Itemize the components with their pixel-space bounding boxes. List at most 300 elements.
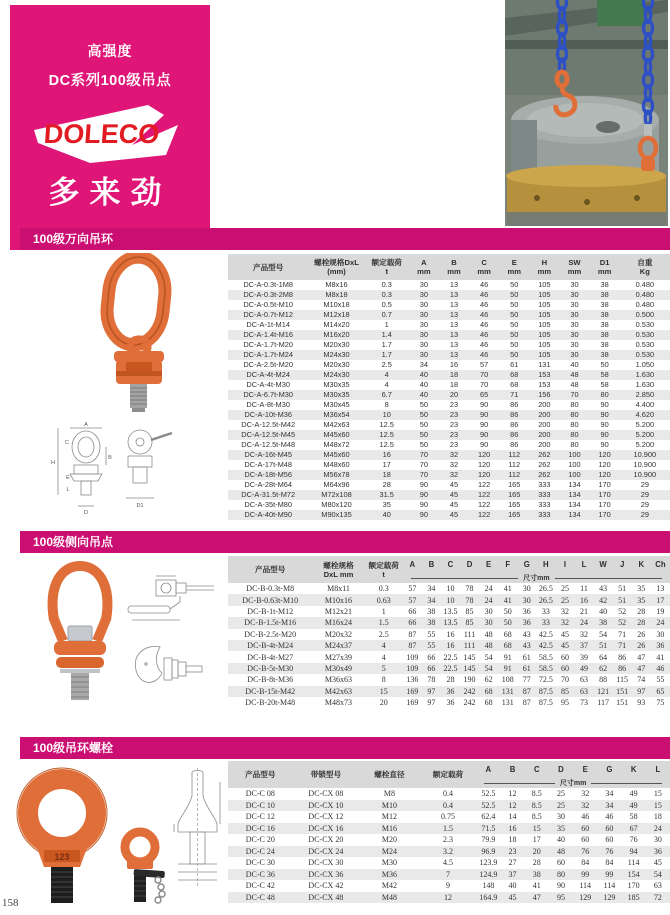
table-cell: DC-B-1.5t-M16 [228, 617, 312, 628]
table-cell: 30 [559, 340, 589, 350]
table-cell: 111 [460, 629, 479, 640]
table-cell: 36 [517, 606, 536, 617]
table-cell: 80 [559, 440, 589, 450]
table-cell: 62 [594, 663, 613, 674]
table-cell: 55 [651, 674, 670, 685]
table-cell: 78 [460, 583, 479, 594]
table-cell: 45 [646, 857, 670, 869]
table-cell: 5.200 [620, 440, 670, 450]
section-title-text: 100级吊环螺栓 [33, 741, 114, 755]
dim-label-d1: D1 [136, 503, 144, 509]
table-cell: 87 [403, 640, 422, 651]
table-cell: 99 [597, 869, 621, 881]
table-cell: 70 [555, 674, 574, 685]
table-cell: 114 [622, 857, 646, 869]
table-cell: 29 [620, 480, 670, 490]
table-cell: 16 [441, 629, 460, 640]
table-cell: DC-A-1.7t-M20 [228, 340, 308, 350]
table-cell: 1.4 [365, 330, 409, 340]
table-cell: M42x63 [308, 420, 364, 430]
table-cell: 21 [574, 606, 593, 617]
table-cell: 30 [559, 320, 589, 330]
table-cell: 10 [441, 594, 460, 605]
table-cell: DC-A-0.3t-1M8 [228, 280, 308, 290]
table-cell: 51 [613, 583, 632, 594]
table-cell: 46 [651, 663, 670, 674]
table-cell: 11 [574, 583, 593, 594]
table-cell: 5 [365, 663, 403, 674]
table-cell: 1 [365, 606, 403, 617]
table-cell: 30 [559, 280, 589, 290]
table-cell: 4.5 [420, 857, 477, 869]
table-cell: 30 [409, 310, 439, 320]
table-cell: 153 [529, 370, 559, 380]
table-cell: 37 [574, 640, 593, 651]
table-cell: 63 [574, 686, 593, 697]
table-cell: 99 [573, 869, 597, 881]
table-cell: 38 [590, 290, 620, 300]
column-header: 自重 Kg [620, 254, 670, 280]
table-cell: 333 [529, 490, 559, 500]
table-cell: M48x60 [308, 460, 364, 470]
table-cell: 90 [469, 410, 499, 420]
table-cell: DC-B-8t-M36 [228, 674, 312, 685]
table-cell: 70 [559, 390, 589, 400]
table-cell: DC-C 20 [228, 834, 293, 846]
table-cell: 2.3 [420, 834, 477, 846]
table-cell: 35 [365, 500, 409, 510]
table-cell: 9 [420, 880, 477, 892]
table-cell: 169 [403, 686, 422, 697]
table-cell: 25 [555, 583, 574, 594]
table-row [228, 460, 670, 470]
table-cell: 61 [517, 651, 536, 662]
table-cell: 80 [549, 869, 573, 881]
table-cell: 0.3 [365, 290, 409, 300]
table-cell: M48x73 [312, 697, 364, 708]
table-cell: 40 [549, 834, 573, 846]
table-cell: 90 [469, 440, 499, 450]
table-cell: 71.5 [476, 823, 500, 835]
table-cell: 97 [632, 686, 651, 697]
table-cell: 3.2 [420, 846, 477, 858]
table-cell: 0.500 [620, 310, 670, 320]
table-row [228, 834, 670, 846]
column-header: 产品型号 [228, 556, 312, 583]
table-cell: 78 [422, 674, 441, 685]
table-cell: M24x37 [312, 640, 364, 651]
table-cell: M8x11 [312, 583, 364, 594]
table-cell: 46 [469, 320, 499, 330]
table-cell: 185 [622, 892, 646, 904]
dim-column-header: A [403, 556, 422, 573]
table-cell: 45 [439, 510, 469, 520]
table-cell: 134 [559, 510, 589, 520]
table-row [228, 869, 670, 881]
table-cell: 17 [365, 460, 409, 470]
table-cell: 20 [365, 697, 403, 708]
table-row [228, 420, 670, 430]
column-header: H mm [529, 254, 559, 280]
table-cell: 41 [651, 651, 670, 662]
table-cell: 0.4 [420, 800, 477, 812]
table-cell: 58.5 [536, 651, 555, 662]
table-cell: 40 [409, 390, 439, 400]
table-cell: M10x16 [312, 594, 364, 605]
table-cell: 90 [409, 490, 439, 500]
table-cell: 105 [529, 310, 559, 320]
section-title-side-lifting-point [20, 531, 670, 553]
table-cell: 96.9 [476, 846, 500, 858]
table-cell: 32 [573, 800, 597, 812]
table-cell: 70 [469, 380, 499, 390]
table-cell: 46 [469, 340, 499, 350]
dim-label-a: A [84, 422, 88, 428]
table-cell: 105 [529, 350, 559, 360]
table-cell: M72x108 [308, 490, 364, 500]
table-cell: 90 [469, 420, 499, 430]
table-cell: 52 [613, 617, 632, 628]
brand-box [10, 5, 210, 250]
table-cell: 47 [525, 892, 549, 904]
table-row [228, 380, 670, 390]
column-header: 螺栓规格DxL (mm) [308, 254, 364, 280]
table-cell: 262 [529, 460, 559, 470]
table-cell: 52 [613, 606, 632, 617]
table-cell: 30 [479, 606, 498, 617]
table-cell: 38 [422, 606, 441, 617]
table-cell: 38 [422, 617, 441, 628]
table-cell: 85 [460, 617, 479, 628]
table-cell: 38 [525, 869, 549, 881]
table-cell: 120 [590, 460, 620, 470]
table-cell: 16 [500, 823, 524, 835]
table-cell: 68 [499, 370, 529, 380]
table-cell: 27 [500, 857, 524, 869]
table-row [228, 310, 670, 320]
table-cell: 165 [499, 500, 529, 510]
table-cell: 4 [365, 651, 403, 662]
dim-column-header: E [479, 556, 498, 573]
table-cell: 45 [500, 892, 524, 904]
table-cell: 38 [590, 340, 620, 350]
table-cell: DC-A-1.7t-M24 [228, 350, 308, 360]
table-cell: 40 [409, 380, 439, 390]
table-cell: DC-A-12.5t-M48 [228, 440, 308, 450]
table-cell: 68 [479, 686, 498, 697]
dim-column-header: G [517, 556, 536, 573]
table-cell: 32 [555, 606, 574, 617]
table-cell: 12.5 [365, 430, 409, 440]
table-cell: DC-A-12.5t-M45 [228, 430, 308, 440]
table-cell: 72.5 [536, 674, 555, 685]
table-cell: DC-A-0.7t-M12 [228, 310, 308, 320]
column-header: 产品型号 [228, 761, 293, 788]
table-cell: 86 [499, 420, 529, 430]
table-row [228, 811, 670, 823]
table-cell: 154 [622, 869, 646, 881]
dim-column-header: D [460, 556, 479, 573]
table-cell: DC-CX 42 [293, 880, 360, 892]
table-cell: 115 [613, 674, 632, 685]
table-cell: 36 [441, 697, 460, 708]
table-cell: 30 [559, 310, 589, 320]
table-cell: M10 [359, 800, 420, 812]
table-cell: 15 [365, 686, 403, 697]
table-cell: DC-CX 24 [293, 846, 360, 858]
table-cell: M20x30 [308, 340, 364, 350]
table-cell: 32 [574, 629, 593, 640]
table-cell: 30 [517, 583, 536, 594]
table-row [228, 800, 670, 812]
table-cell: 62 [479, 674, 498, 685]
table-cell: 164.9 [476, 892, 500, 904]
table-cell: 124.9 [476, 869, 500, 881]
table-cell: DC-A-17t-M48 [228, 460, 308, 470]
table-cell: DC-C 16 [228, 823, 293, 835]
table-cell: 7 [420, 869, 477, 881]
table-cell: M42 [359, 880, 420, 892]
table-row [228, 390, 670, 400]
table-cell: 242 [460, 697, 479, 708]
table-cell: 74 [632, 674, 651, 685]
table-cell: 100 [559, 450, 589, 460]
table-cell: DC-CX 48 [293, 892, 360, 904]
table-cell: 10 [441, 583, 460, 594]
table-cell: 109 [403, 663, 422, 674]
universal-ring-spec-table [228, 254, 670, 520]
table-cell: 40 [500, 880, 524, 892]
table-cell: 46 [469, 280, 499, 290]
table-cell: 62.4 [476, 811, 500, 823]
column-header: B mm [439, 254, 469, 280]
table-cell: 71 [613, 640, 632, 651]
table-cell: 52.5 [476, 800, 500, 812]
table-cell: 35 [632, 583, 651, 594]
table-cell: 49 [622, 788, 646, 800]
table-cell: 12 [500, 800, 524, 812]
table-cell: 41 [498, 594, 517, 605]
table-cell: 24 [651, 617, 670, 628]
brand-chinese-name: 多来劲 [48, 175, 172, 210]
dim-column-header: J [613, 556, 632, 573]
table-cell: 68 [499, 380, 529, 390]
table-cell: 136 [403, 674, 422, 685]
table-cell: 46 [573, 811, 597, 823]
table-cell: 48 [559, 370, 589, 380]
table-cell: 8.5 [525, 800, 549, 812]
table-row [228, 410, 670, 420]
table-cell: 200 [529, 420, 559, 430]
table-cell: 50 [499, 320, 529, 330]
table-cell: 86 [613, 651, 632, 662]
table-cell: 165 [499, 490, 529, 500]
table-row [228, 370, 670, 380]
table-cell: 10.900 [620, 470, 670, 480]
table-cell: 36 [646, 846, 670, 858]
table-cell: 4 [365, 640, 403, 651]
table-cell: 13 [439, 320, 469, 330]
table-cell: 13 [439, 310, 469, 320]
table-cell: 200 [529, 430, 559, 440]
table-cell: 23 [439, 400, 469, 410]
table-cell: 105 [529, 300, 559, 310]
table-cell: 57 [469, 360, 499, 370]
table-cell: M24x30 [308, 350, 364, 360]
table-cell: 105 [529, 320, 559, 330]
table-cell: 54 [594, 629, 613, 640]
table-cell: 0.75 [420, 811, 477, 823]
table-cell: 16 [441, 640, 460, 651]
table-cell: 50 [409, 440, 439, 450]
table-cell: M36x54 [308, 410, 364, 420]
table-cell: 60 [555, 651, 574, 662]
table-cell: M8x16 [308, 280, 364, 290]
table-cell: 80 [559, 410, 589, 420]
table-row [228, 300, 670, 310]
table-cell: 90 [469, 430, 499, 440]
table-cell: 0.7 [365, 310, 409, 320]
table-cell: 145 [460, 651, 479, 662]
table-cell: 22.5 [441, 663, 460, 674]
table-cell: 13 [439, 330, 469, 340]
table-cell: 38 [594, 617, 613, 628]
table-cell: 63 [646, 880, 670, 892]
table-cell: 13 [439, 350, 469, 360]
table-cell: M27x39 [312, 651, 364, 662]
dim-label-d: D [84, 510, 88, 516]
table-cell: 29 [620, 500, 670, 510]
table-cell: 55 [422, 629, 441, 640]
dim-column-header: E [573, 761, 597, 778]
table-cell: 26 [632, 629, 651, 640]
table-cell: 42 [594, 594, 613, 605]
table-cell: 67 [622, 823, 646, 835]
table-cell: 72 [646, 892, 670, 904]
table-cell: 19 [651, 606, 670, 617]
table-cell: 0.480 [620, 300, 670, 310]
column-header: 额定载荷 t [365, 254, 409, 280]
table-row [228, 430, 670, 440]
table-cell: 10 [365, 410, 409, 420]
table-cell: 64 [594, 651, 613, 662]
table-cell: 39 [574, 651, 593, 662]
side-lifting-point-spec-table [228, 556, 670, 708]
table-cell: 22.5 [441, 651, 460, 662]
table-cell: 148 [476, 880, 500, 892]
table-cell: 40 [409, 370, 439, 380]
table-row [228, 470, 670, 480]
table-row [228, 674, 670, 685]
table-cell: 12.5 [365, 420, 409, 430]
table-cell: 13.5 [441, 617, 460, 628]
table-cell: 80 [559, 420, 589, 430]
table-cell: 73 [574, 697, 593, 708]
table-cell: DC-A-8t-M30 [228, 400, 308, 410]
table-cell: 15 [646, 788, 670, 800]
table-cell: 86 [499, 430, 529, 440]
table-cell: 18 [365, 470, 409, 480]
table-cell: 105 [529, 290, 559, 300]
table-cell: 24 [646, 823, 670, 835]
table-cell: 13 [439, 280, 469, 290]
table-cell: 30 [409, 350, 439, 360]
table-cell: 60 [573, 823, 597, 835]
table-cell: 66 [403, 617, 422, 628]
table-cell: 41 [498, 583, 517, 594]
dim-column-header: F [498, 556, 517, 573]
universal-ring-dimension-diagram [48, 420, 178, 525]
table-cell: 0.480 [620, 290, 670, 300]
safety-chain [155, 877, 165, 903]
table-row [228, 330, 670, 340]
table-cell: 68 [498, 629, 517, 640]
brand-tagline-line2: DC系列100级吊点 [48, 73, 172, 89]
table-cell: 30 [409, 330, 439, 340]
table-cell: 65 [651, 686, 670, 697]
table-cell: 51 [613, 594, 632, 605]
table-cell: 200 [529, 400, 559, 410]
table-cell: 111 [460, 640, 479, 651]
table-cell: 165 [499, 480, 529, 490]
table-cell: 47 [632, 663, 651, 674]
table-cell: 34 [422, 583, 441, 594]
table-cell: 97 [422, 686, 441, 697]
table-cell: M45x60 [308, 430, 364, 440]
section-title-universal-ring [20, 228, 670, 250]
table-cell: M8 [359, 788, 420, 800]
table-cell: 50 [409, 420, 439, 430]
table-cell: 65 [469, 390, 499, 400]
table-cell: M30 [359, 857, 420, 869]
table-cell: 5.200 [620, 420, 670, 430]
table-cell: DC-CX 16 [293, 823, 360, 835]
table-cell: 23 [439, 430, 469, 440]
table-cell: 76 [597, 846, 621, 858]
table-cell: 70 [469, 370, 499, 380]
table-cell: 60 [597, 834, 621, 846]
section-title-text: 100级万向吊环 [33, 232, 114, 246]
table-cell: DC-A-1t-M14 [228, 320, 308, 330]
table-cell: DC-C 08 [228, 788, 293, 800]
table-row [228, 400, 670, 410]
table-cell: 30 [646, 834, 670, 846]
table-cell: 8 [365, 400, 409, 410]
table-cell: 34 [597, 788, 621, 800]
table-cell: 43 [517, 629, 536, 640]
table-cell: 28 [632, 606, 651, 617]
table-cell: 50 [409, 400, 439, 410]
table-cell: 12 [500, 788, 524, 800]
table-cell: 38 [590, 280, 620, 290]
table-cell: 1.5 [420, 823, 477, 835]
table-cell: DC-CX 36 [293, 869, 360, 881]
table-cell: 24 [479, 583, 498, 594]
table-cell: 54 [479, 651, 498, 662]
table-cell: DC-B-2.5t-M20 [228, 629, 312, 640]
table-row [228, 663, 670, 674]
table-cell: 63 [574, 674, 593, 685]
table-cell: 90 [590, 410, 620, 420]
table-cell: 170 [622, 880, 646, 892]
table-cell: 129 [573, 892, 597, 904]
table-cell: DC-C 42 [228, 880, 293, 892]
table-cell: 70 [409, 460, 439, 470]
dim-column-header: W [594, 556, 613, 573]
table-row [228, 594, 670, 605]
doleco-logo [32, 103, 188, 167]
table-cell: 120 [590, 470, 620, 480]
